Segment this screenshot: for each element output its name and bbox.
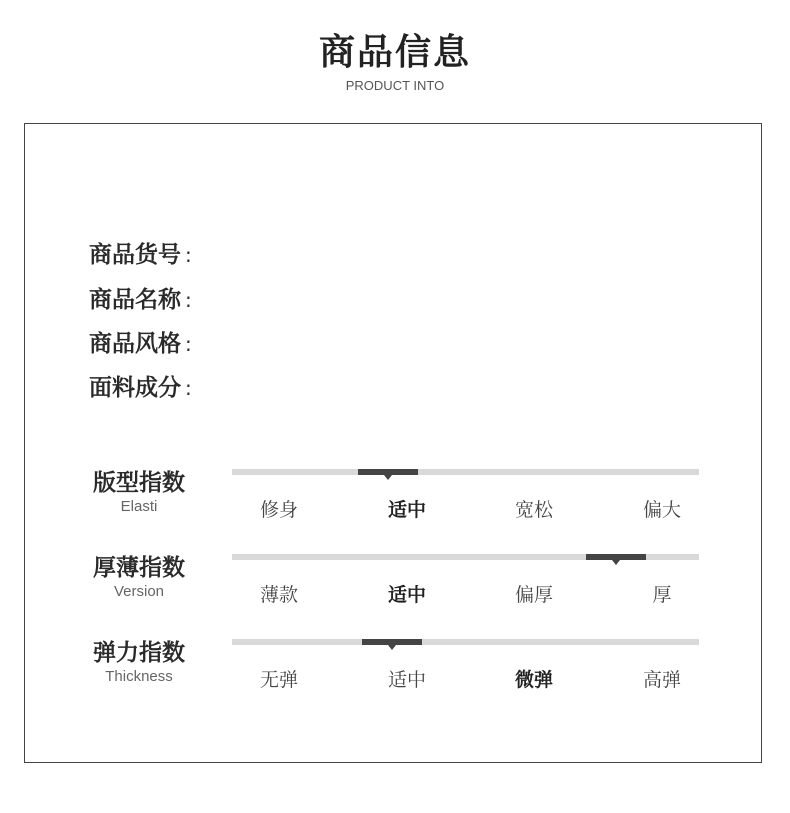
info-field-fabric [89, 369, 192, 402]
info-field-colon: : [185, 243, 192, 267]
thickness-index-label [89, 554, 189, 601]
fit-index-subtitle: Elasti [120, 498, 158, 515]
info-field-label: 面料成分 [89, 375, 181, 401]
fit-index-title: 版型指数 [93, 470, 185, 496]
elasticity-index-option: 微弹 [514, 669, 553, 691]
elasticity-index-option: 高弹 [642, 669, 681, 691]
thickness-index-marker [586, 554, 646, 560]
page-title: 商品信息 [318, 32, 471, 73]
thickness-index-option: 薄款 [259, 584, 298, 606]
page-subtitle: PRODUCT INTO [345, 78, 445, 93]
thickness-index-option: 适中 [387, 584, 426, 606]
thickness-index-title: 厚薄指数 [93, 555, 185, 581]
elasticity-index-option: 无弹 [259, 669, 298, 691]
fit-index-bar [232, 469, 699, 475]
fit-index-option: 适中 [387, 499, 426, 521]
info-field-product-style [89, 325, 192, 358]
elasticity-index-bar [232, 639, 699, 645]
fit-index-option: 修身 [259, 499, 298, 521]
elasticity-index-subtitle: Thickness [105, 668, 173, 685]
info-field-label: 商品名称 [89, 287, 181, 313]
thickness-index-bar [232, 554, 699, 560]
elasticity-index-title: 弹力指数 [93, 640, 185, 666]
fit-index-option: 宽松 [514, 499, 553, 521]
info-field-item-number [89, 236, 192, 269]
info-field-colon: : [185, 332, 192, 356]
info-field-product-name [89, 281, 192, 314]
info-field-label: 商品货号 [89, 242, 181, 268]
elasticity-index-option: 适中 [387, 669, 426, 691]
info-field-label: 商品风格 [89, 331, 181, 357]
thickness-index-option: 厚 [652, 584, 672, 606]
info-field-colon: : [185, 288, 192, 312]
thickness-index-option: 偏厚 [514, 584, 553, 606]
fit-index-label [89, 469, 189, 516]
elasticity-index-label [89, 639, 189, 686]
elasticity-index-marker [362, 639, 422, 645]
thickness-index-subtitle: Version [113, 583, 165, 600]
fit-index-option: 偏大 [642, 499, 681, 521]
fit-index-marker [358, 469, 418, 475]
info-field-colon: : [185, 376, 192, 400]
